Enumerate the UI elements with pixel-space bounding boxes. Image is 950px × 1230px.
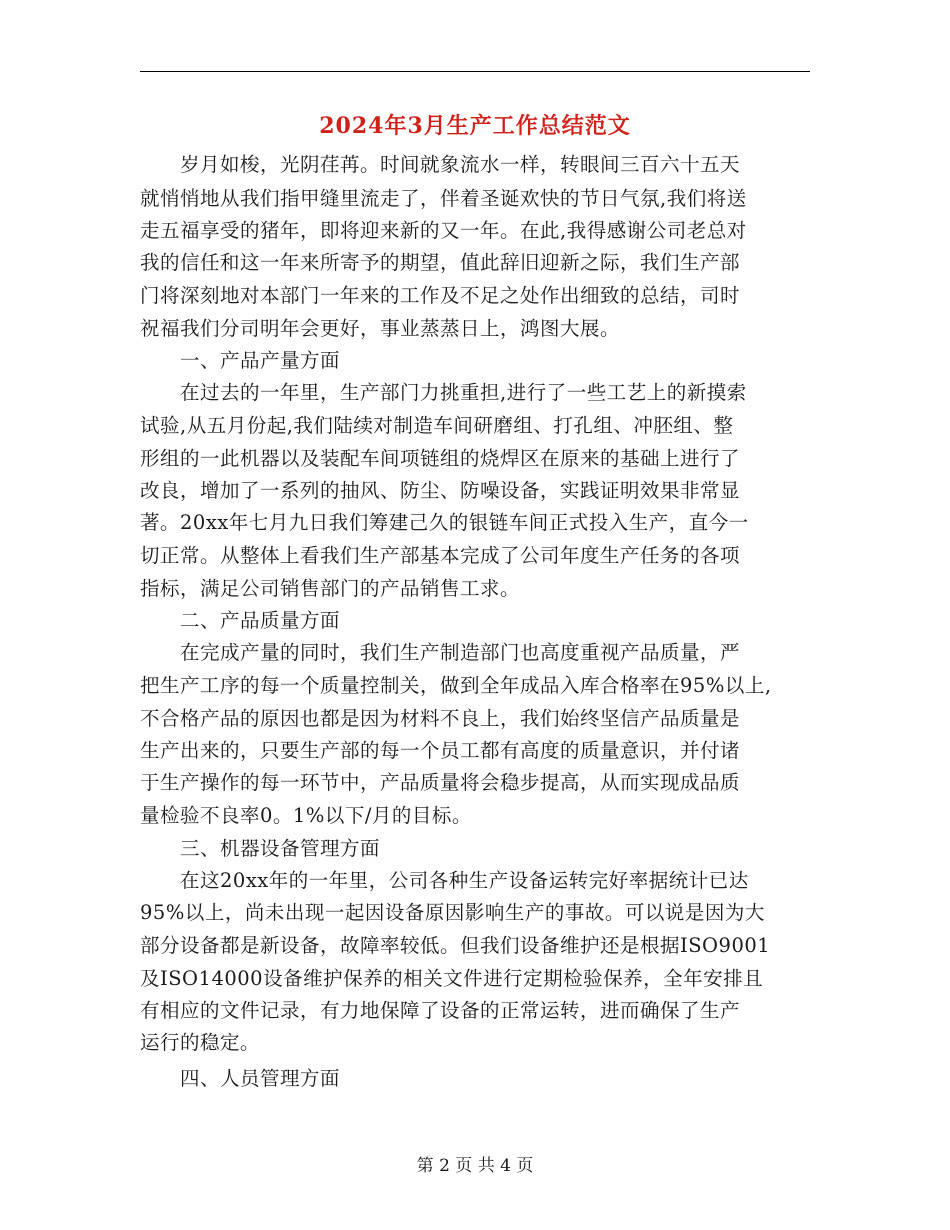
section-heading: 一、产品产量方面 — [140, 349, 341, 372]
body-line: 有相应的文件记录，有力地保障了设备的正常运转，进而确保了生产 — [140, 999, 741, 1022]
body-line: 不合格产品的原因也都是因为材料不良上，我们始终坚信产品质量是 — [140, 707, 741, 730]
body-line: 试验,从五月份起,我们陆续对制造车间研磨组、打孔组、冲胚组、整 — [140, 414, 734, 437]
body-line: 量检验不良率0。1%以下/月的目标。 — [140, 804, 472, 827]
body-line: 就悄悄地从我们指甲缝里流走了，伴着圣诞欢快的节日气氛,我们将送 — [140, 187, 747, 210]
body-line: 在过去的一年里，生产部门力挑重担,进行了一些工艺上的新摸索 — [140, 381, 747, 404]
section-heading: 二、产品质量方面 — [140, 609, 341, 632]
document-title: 2024年3月生产工作总结范文 — [319, 113, 631, 139]
body-line: 在这20xx年的一年里，公司各种生产设备运转完好率据统计已达 — [140, 869, 749, 892]
body-line: 著。20xx年七月九日我们筹建己久的银链车间正式投入生产，直今一 — [140, 511, 749, 534]
body-line: 在完成产量的同时，我们生产制造部门也高度重视产品质量，严 — [140, 641, 741, 664]
body-line: 我的信任和这一年来所寄予的期望，值此辞旧迎新之际，我们生产部 — [140, 251, 741, 274]
body-line: 指标，满足公司销售部门的产品销售工求。 — [140, 577, 521, 600]
body-line: 岁月如梭，光阴荏苒。时间就象流水一样，转眼间三百六十五天 — [140, 153, 741, 176]
body-line: 切正常。从整体上看我们生产部基本完成了公司年度生产任务的各项 — [140, 544, 741, 567]
page-number: 第 2 页 共 4 页 — [416, 1156, 534, 1176]
body-line: 祝福我们分司明年会更好，事业蒸蒸日上，鸿图大展。 — [140, 317, 621, 340]
body-line: 走五福享受的猪年，即将迎来新的又一年。在此,我得感谢公司老总对 — [140, 219, 747, 242]
body-line: 95%以上，尚未出现一起因设备原因影响生产的事故。可以说是因为大 — [140, 901, 765, 924]
body-line: 部分设备都是新设备，故障率较低。但我们设备维护还是根据ISO9001 — [140, 934, 771, 957]
section-heading: 四、人员管理方面 — [140, 1067, 341, 1090]
body-line: 生产出来的，只要生产部的每一个员工都有高度的质量意识，并付诸 — [140, 739, 741, 762]
body-line: 门将深刻地对本部门一年来的工作及不足之处作出细致的总结，司时 — [140, 284, 741, 307]
body-line: 改良，增加了一系列的抽风、防尘、防噪设备，实践证明效果非常显 — [140, 479, 741, 502]
body-line: 及ISO14000设备维护保养的相关文件进行定期检验保养，全年安排且 — [140, 967, 764, 990]
section-heading: 三、机器设备管理方面 — [140, 837, 381, 860]
header-rule — [140, 71, 810, 72]
body-line: 于生产操作的每一环节中，产品质量将会稳步提高，从而实现成品质 — [140, 771, 741, 794]
body-line: 运行的稳定。 — [140, 1031, 261, 1054]
body-line: 把生产工序的每一个质量控制关，做到全年成品入库合格率在95%以上, — [140, 674, 772, 697]
body-line: 形组的一此机器以及装配车间项链组的烧焊区在原来的基础上进行了 — [140, 447, 741, 470]
